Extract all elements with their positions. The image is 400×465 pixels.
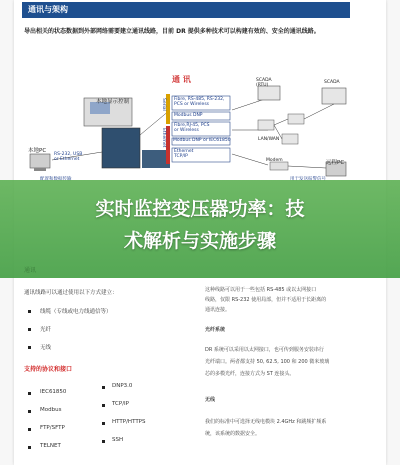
local-pc-monitor	[30, 154, 50, 168]
protocol-item: TCP/IP	[112, 401, 129, 407]
link-fibre-label: Fibre, RS-485, RS-232, PCS or Wireless	[174, 97, 225, 107]
equipment-rack-2	[142, 150, 170, 168]
bullet-dot	[28, 428, 31, 431]
bullet-dot	[28, 328, 31, 331]
bullet-dot	[102, 404, 105, 407]
scada-rtu-label: SCADA (RTU)	[256, 78, 272, 88]
protocol-item: IEC61850	[40, 389, 67, 395]
wireless-line: 统，该系统的数据安全。	[205, 431, 261, 437]
wireless-title: 无线	[205, 397, 216, 403]
link-modbus-label: Modbus DNP	[174, 113, 203, 118]
link-iec-label: Modbus DNP or IEC61850	[173, 138, 231, 143]
scada-computer	[322, 88, 346, 104]
protocol-item: SSH	[112, 437, 124, 443]
network-node-2	[288, 114, 304, 124]
scada-label: SCADA	[324, 80, 340, 85]
ethernet-bar	[166, 126, 170, 164]
fibre-title: 光纤系统	[205, 327, 226, 333]
fibre-line: 芯的多模光纤，连接方式为 ST 连接头。	[205, 371, 295, 377]
wireless-line: 我们的标准中可选择无线电模块 2.4GHz 和跳频扩频系	[205, 419, 327, 425]
intro-text: 导出相关的状态数据到外部网络需要建立通讯线路，目前 DR 提供多种技术可以构建有效的、安全的通讯线路。	[24, 28, 320, 35]
protocol-item: Modbus	[40, 407, 62, 413]
left-section-title: 通讯	[24, 267, 37, 274]
right-para-line: 线路，仅限 RS-232 使用局部，但并不适用于长距离的	[205, 297, 327, 303]
left-paragraph: 通讯线路可以通过使用以下方式建立：	[24, 290, 118, 296]
bullet-dot	[28, 446, 31, 449]
right-para-line: 这种线路可以用于一些包括 RS-485 或以太网接口	[205, 287, 317, 293]
banner-title-line2: 术解析与实施步骤	[123, 230, 276, 252]
bullet-dot	[28, 310, 31, 313]
serial-bar	[166, 94, 170, 124]
protocols-title: 支持的协议和接口	[24, 366, 73, 373]
diagram-title: 通 讯	[172, 75, 191, 84]
local-pc-link-label: RS-232, USB or Ethernet	[54, 152, 83, 162]
protocol-item: HTTP/HTTPS	[112, 419, 146, 425]
link-fibre2-label: Fibre,RJ-45, PCS or Wireless	[174, 123, 210, 133]
network-node-3	[282, 134, 298, 144]
list-item: 光纤	[40, 327, 52, 333]
control-label: 本地显示控制	[96, 99, 130, 105]
lan-wan-label: LAN/WAN	[258, 137, 280, 142]
remote-pc-label: 远程PC	[326, 160, 345, 166]
protocol-item: DNP3.0	[112, 383, 133, 389]
fibre-line: 光纤端口。两者都支持 50, 62.5, 100 和 200 微米玻璃	[205, 359, 330, 365]
list-item: 无线	[40, 345, 52, 351]
bullet-dot	[102, 422, 105, 425]
protocol-item: TELNET	[40, 443, 61, 449]
serial-side-label: Serial	[161, 98, 166, 111]
bullet-dot	[28, 410, 31, 413]
equipment-rack	[102, 128, 140, 168]
title-banner	[0, 180, 400, 278]
banner-title-line1: 实时监控变压器功率：技	[95, 198, 305, 220]
modem-label: Modem	[266, 158, 283, 163]
local-pc-label: 本地PC	[28, 148, 47, 154]
scada-rtu-computer	[258, 86, 280, 100]
protocol-item: FTP/SFTP	[40, 425, 65, 431]
section-header: 通讯与架构	[22, 2, 350, 18]
right-para-line: 通讯连接。	[205, 307, 231, 313]
network-node-1	[258, 120, 274, 130]
bullet-dot	[102, 440, 105, 443]
link-eth-label: Ethernet TCP/IP	[174, 149, 194, 159]
local-pc-base	[34, 168, 46, 171]
ethernet-side-label: Ethernet	[161, 128, 166, 148]
bullet-dot	[28, 346, 31, 349]
fibre-line: DR 系统可以采用以太网接口，也可传到服务安装串行	[205, 347, 324, 353]
bullet-dot	[28, 392, 31, 395]
list-item: 线缆（专线或电力线通信等）	[40, 309, 112, 315]
bullet-dot	[102, 386, 105, 389]
modem-box	[270, 162, 288, 170]
